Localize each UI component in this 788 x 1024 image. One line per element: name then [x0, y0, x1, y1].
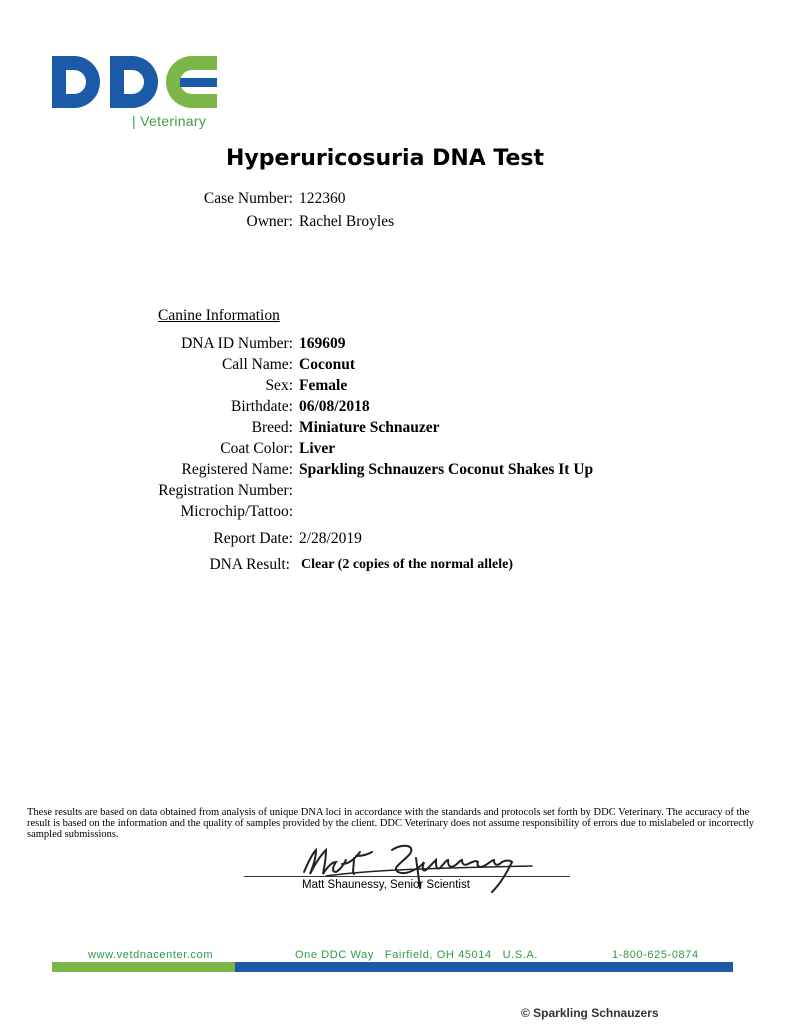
field-label: DNA ID Number: — [181, 335, 293, 352]
field-label: Call Name: — [221, 356, 293, 373]
report-date-label: Report Date: — [213, 530, 293, 547]
page-title: Hyperuricosuria DNA Test — [225, 146, 545, 171]
case-number-label: Case Number: — [203, 190, 293, 207]
case-number-value: 122360 — [299, 190, 346, 207]
call-name-value: Coconut — [299, 356, 355, 373]
field-label: Coat Color: — [220, 440, 293, 457]
field-label: Sex: — [265, 377, 293, 394]
footer-phone: 1-800-625-0874 — [612, 949, 699, 961]
footer-address: One DDC Way Fairfield, OH 45014 U.S.A. — [295, 949, 539, 961]
coat-color-value: Liver — [299, 440, 336, 457]
breed-value: Miniature Schnauzer — [299, 419, 440, 436]
registered-name-value: Sparkling Schnauzers Coconut Shakes It Up — [299, 461, 594, 478]
dna-result-label: DNA Result: — [209, 556, 290, 573]
dna-id-value: 169609 — [299, 335, 346, 352]
copyright-watermark: © Sparkling Schnauzers — [521, 1006, 659, 1020]
sex-value: Female — [299, 377, 348, 394]
field-label: Microchip/Tattoo: — [180, 503, 293, 520]
owner-label: Owner: — [246, 213, 293, 230]
disclaimer-text: These results are based on data obtained from analysis of unique DNA loci in accordance with the standards and protocols set forth by DDC Veterinary. The accuracy of the result is based on the information and the quality of samples provided by the client. DDC Veterinary does not assume responsibility of errors due to mislabeled or incorrectly sampled submissions. — [27, 807, 755, 840]
field-label: Breed: — [251, 419, 293, 436]
birthdate-value: 06/08/2018 — [299, 398, 370, 415]
owner-value: Rachel Broyles — [299, 213, 395, 230]
footer-bar-green — [52, 962, 235, 972]
footer-bar-blue — [235, 962, 733, 972]
signature-name: Matt Shaunessy, Senior Scientist — [302, 879, 470, 891]
dna-result-value: Clear (2 copies of the normal allele) — [301, 557, 514, 572]
signature-line — [244, 876, 570, 877]
field-label: Birthdate: — [231, 398, 293, 415]
field-label: Registered Name: — [181, 461, 293, 478]
report-date-value: 2/28/2019 — [299, 530, 362, 547]
logo-subtitle: | Veterinary — [132, 113, 207, 129]
canine-info-heading: Canine Information — [158, 307, 280, 324]
footer-website: www.vetdnacenter.com — [88, 949, 214, 961]
field-label: Registration Number: — [158, 482, 293, 499]
